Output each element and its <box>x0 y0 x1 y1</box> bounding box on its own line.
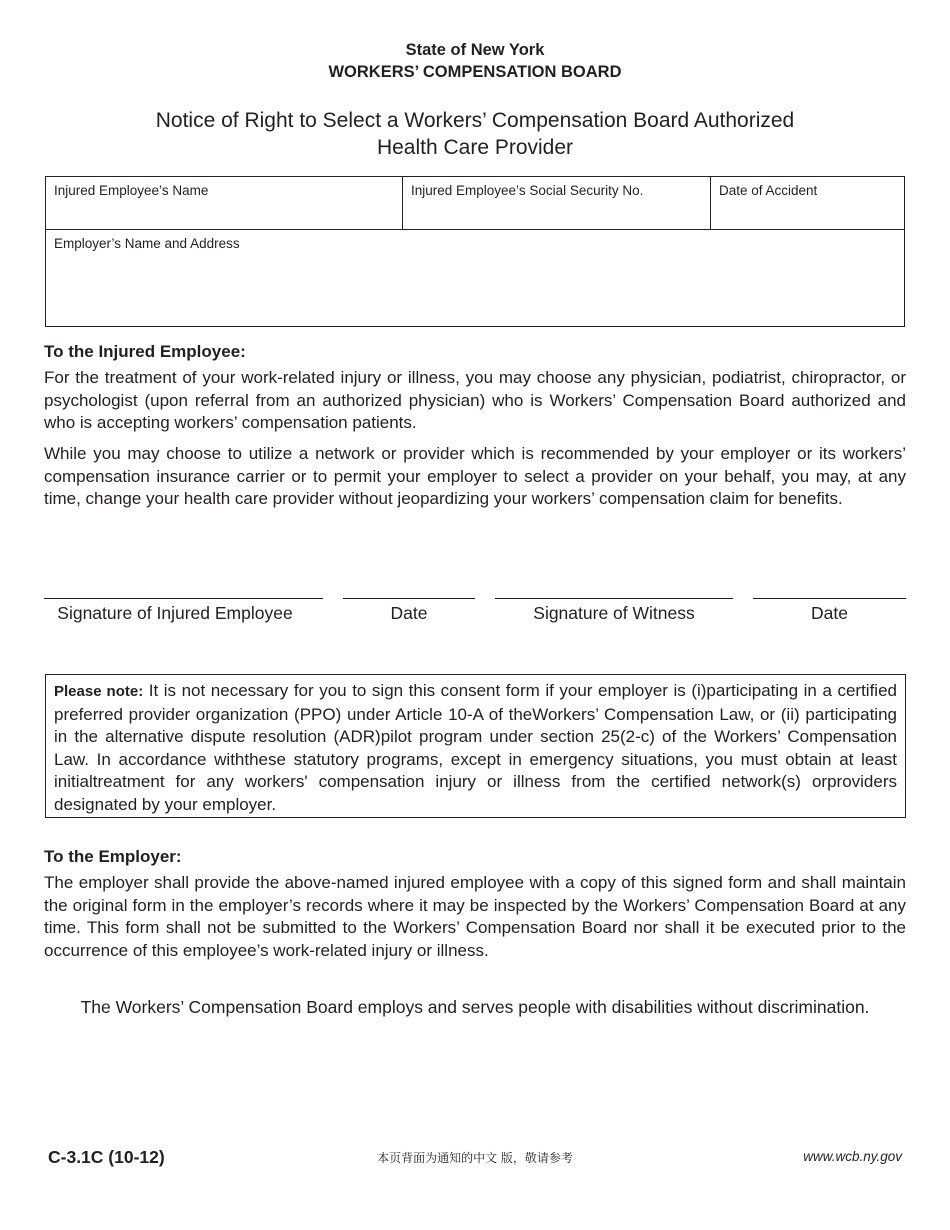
date-line-1[interactable] <box>343 598 475 599</box>
page-title <box>0 107 950 161</box>
employee-paragraph-2: While you may choose to utilize a network or provider which is recommended by your employer or its workers’ compensation insurance carrier or to permit your employer to select a provider on your behalf, you may, at any time, change your health care provider without jeopardizing your workers’ compensation claim for benefits. <box>44 444 906 508</box>
accident-date-field[interactable] <box>711 177 904 229</box>
note-body: It is not necessary for you to sign this consent form if your employer is (i)participating in a certified preferred provider organization (PPO) under Article 10-A of theWorkers’ Compensation Law, or (ii) participating in the alternative dispute resolution (ADR)pilot program under section 25(2-c) of the Workers’ Compensation Law. In accordance withthese statutory programs, except in emergency situations, you must obtain at least initialtreatment for any workers' compensation injury or illness from the certified network(s) orproviders designated by your employer. <box>54 681 897 814</box>
employer-address-field[interactable] <box>46 230 904 326</box>
ssn-field[interactable] <box>403 177 710 229</box>
nondiscrimination-statement: The Workers’ Compensation Board employs and serves people with disabilities without discrimination. <box>80 997 870 1017</box>
employer-paragraph: The employer shall provide the above-named injured employee with a copy of this signed form and shall maintain the original form in the employer’s records where it may be inspected by the Workers’ Compensation Board at any time. This form shall not be submitted to the Workers’ Compensation Board nor shall it be executed prior to the occurrence of this employee’s work-related injury or illness. <box>44 873 906 960</box>
employee-paragraph-1: For the treatment of your work-related injury or illness, you may choose any physician, podiatrist, chiropractor, or psychologist (upon referral from an authorized physician) who is Workers’ Compensation Board authorized and who is accepting workers’ compensation patients. <box>44 368 906 432</box>
witness-signature-label: Signature of Witness <box>533 603 695 623</box>
header-board: WORKERS’ COMPENSATION BOARD <box>328 63 622 81</box>
employee-section-heading: To the Injured Employee: <box>44 342 246 361</box>
date-line-2[interactable] <box>753 598 906 599</box>
note-label: Please note: <box>54 683 144 700</box>
accident-date-label: Date of Accident <box>719 183 818 198</box>
ssn-label: Injured Employee’s Social Security No. <box>411 183 644 198</box>
date-label-2: Date <box>811 603 848 623</box>
employee-signature-line[interactable] <box>44 598 323 599</box>
date-label-1: Date <box>390 603 428 623</box>
employer-section-heading: To the Employer: <box>44 847 182 866</box>
employee-info-form <box>45 176 905 327</box>
employee-name-field[interactable] <box>46 177 402 229</box>
title-line-1: Notice of Right to Select a Workers’ Compensation Board Authorized <box>155 109 795 132</box>
title-line-2: Health Care Provider <box>376 136 574 159</box>
form-number: C-3.1C (10-12) <box>48 1147 165 1167</box>
employee-name-label: Injured Employee’s Name <box>54 183 209 198</box>
chinese-version-note: 本页背面为通知的中文 版，敬请参考 <box>377 1151 573 1165</box>
website-link[interactable]: www.wcb.ny.gov <box>803 1149 902 1164</box>
note-text <box>54 680 897 816</box>
header-state: State of New York <box>405 41 545 59</box>
note-box <box>45 674 906 818</box>
employer-label: Employer’s Name and Address <box>54 236 240 251</box>
witness-signature-line[interactable] <box>495 598 733 599</box>
employee-signature-label: Signature of Injured Employee <box>57 603 293 623</box>
